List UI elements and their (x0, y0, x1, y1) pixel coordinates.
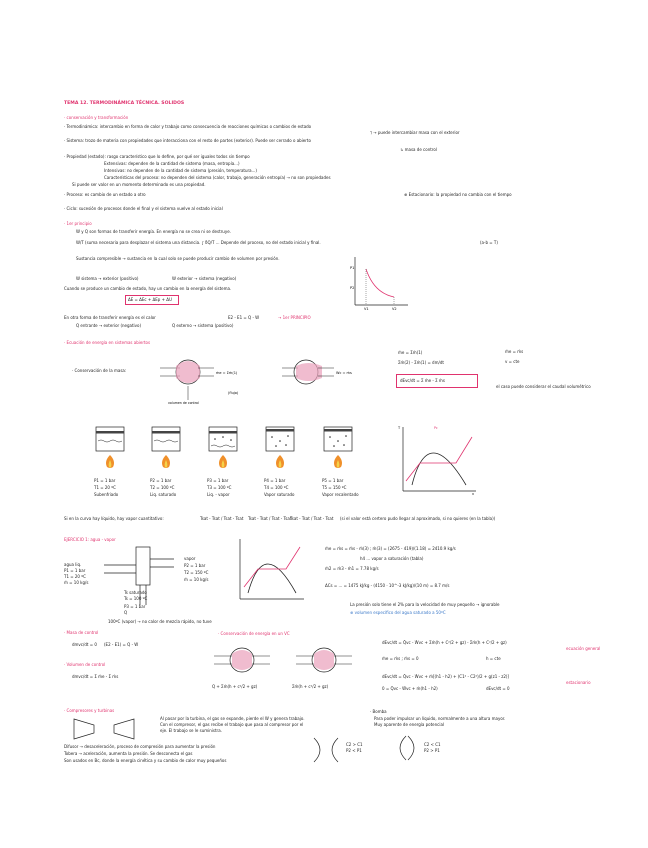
exercise-label: T1 = 20 ºC (64, 574, 86, 579)
intro-line: · Termodinámica: intercambio en forma de calor y trabajo como consecuencia de reacciones químicas o cambios de estado (64, 124, 312, 129)
quality-formula: Tsat - Tsat / Tsat - Tsat (248, 516, 292, 521)
exercise-label: Ts saturado (124, 590, 147, 595)
devices-line: Para poder impulsar un líquido, normalmente a una altura mayor. (374, 716, 506, 721)
piston-cylinder (205, 425, 241, 469)
pipe-label: (flujo) (228, 391, 239, 395)
piston-label: T4 = 100 ºC (264, 485, 289, 490)
piston-label: Vapor saturado (264, 492, 295, 497)
first-law-line: Cuando se produce un cambio de estado, hay un cambio en la energía del sistema. (64, 286, 232, 291)
piston-label: Subenfriado (94, 492, 119, 497)
open-right: v = cte (505, 359, 520, 364)
intro-line: · Ciclo: sucesión de procesos donde el final y el sistema vuelve al estado inicial (64, 206, 223, 211)
pv-label: V2 (392, 307, 397, 311)
piston-label: Vapor recalentado (322, 492, 359, 497)
piston-cylinder (262, 425, 298, 469)
diffuser-icon (392, 734, 422, 762)
piston-label: T3 = 100 ºC (207, 485, 232, 490)
intro-line: Características del proceso: no dependen del sistema (calor, trabajo, generación entropía) → no son propiedades (104, 175, 331, 180)
control-heading: · Volumen de control (64, 662, 106, 667)
control-note: ecuación general (566, 646, 601, 651)
tv-label: T (398, 426, 401, 430)
exercise-label: ṁ = 10 kg/s (184, 577, 209, 582)
piston-label: T2 = 100 ºC (150, 485, 175, 490)
devices-heading-2: · Bomba (370, 709, 387, 714)
devices-line: Al pasar por la turbina, el gas se expande, pierde el W y genera trabajo. (160, 716, 305, 721)
exercise-label: agua liq. (64, 562, 82, 567)
pipe-label: Wc = ṁs (336, 371, 352, 375)
intro-line: Extensivas: dependen de la cantidad de sistema (masa, entropía...) (104, 161, 240, 166)
exercise-calc: ṁ2 = ṁ3 - ṁ1 = 7.78 kg/s (325, 566, 379, 571)
first-law-line: E2 - E1 = Q - W (228, 315, 260, 320)
tv-label: v (472, 492, 475, 496)
exercise-calc: ΔCs = ... = 1475 kJ/kg - (4150 · 10^-3 kJ/kg)/(10 m) = 8.7 m/s (325, 583, 450, 588)
piston-label: Liq. - vapor (207, 492, 230, 497)
first-law-line: → 1er PRINCIPIO (278, 315, 311, 320)
devices-line: Difusor → desaceleración, proceso de compresión para aumentar la presión (64, 744, 216, 749)
nozzle-icon (312, 736, 342, 764)
exercise-calc: ⊕ volumen específico del agua saturado a 50ºC (350, 610, 446, 615)
pipe-label: volumen de control (168, 401, 199, 405)
piston-label: T5 = 150 ºC (322, 485, 347, 490)
open-energy: dEvc/dt = Σ ṁe - Σ ṁs (400, 378, 445, 383)
control-line: dmvc/dt = 0 (72, 642, 97, 647)
tv-label: Pc (434, 426, 438, 430)
devices-line: Con el compresor, el gas recibe el trabajo que pasa al compresor por el (160, 722, 304, 727)
pv-label: P1 (350, 266, 355, 270)
pipe-diagram-1 (150, 350, 240, 410)
pipe-label: ṁe = Σṁ(1) (216, 371, 238, 375)
control-note: estacionario (566, 680, 591, 685)
exercise-calc: h4 ... vapor a saturación (tabla) (360, 556, 424, 561)
exercise-label: vapor (184, 556, 196, 561)
control-eq: 0 = Q̇vc - Ẇvc + ṁ(h1 - h2) (382, 686, 438, 691)
intro-line: · Sistema: trozo de materia con propiedades que interacciona con el resto de partes (exterior). Puede ser cerrado o abierto (64, 138, 311, 143)
piston-label: P1 = 1 bar (94, 478, 116, 483)
first-law-line: W/T (suma necesaria para desplazar el sistema una distancia. ∫ δQ/T ... Depende del proceso, no del estado inicial y final. (76, 240, 321, 245)
control-heading: · Masa de control (64, 630, 99, 635)
pipe-diagram-2 (278, 350, 368, 400)
open-heading: · Ecuación de energía en sistemas abiertos (64, 340, 151, 345)
intro-note: ⁊ → puede intercambiar masa con el exterior (370, 130, 460, 135)
control-note: dEvc/dt = 0 (486, 686, 510, 691)
piston-label: P4 = 1 bar (264, 478, 286, 483)
devices-line: Tobera → aceleración, aumenta la presión. Se desconecta el gas (64, 751, 193, 756)
vc-eq: Q + Σṁ(h + c²/2 + gz) (212, 684, 258, 689)
control-eq: dEvc/dt = Q̇vc - Ẇvc + Σṁ(h + C²/2 + gz) - Σṁ(h + C²/2 + gz) (382, 640, 507, 645)
exercise-label: P3 = 1 bar (124, 604, 146, 609)
quality-note: (si el valor está certero pudo llegar al aproximado, si no quieres (en la tabla)) (340, 516, 496, 521)
turbine-compressor-icons (70, 715, 150, 743)
piston-label: Liq. saturado (150, 492, 177, 497)
devices-heading: · Compresores y turbinas (64, 708, 115, 713)
intro-heading: · conservación y transformación (64, 115, 129, 120)
first-law-note: (a-b = T) (480, 240, 498, 245)
piston-label: P2 = 1 bar (150, 478, 172, 483)
control-eq: ṁe = ṁs ; ṁs = 0 (382, 656, 419, 661)
first-law-line: Sustancia compresible → sustancia en la cual solo se puede producir cambio de volumen por presión. (76, 256, 280, 261)
piston-cylinder (148, 425, 184, 469)
open-right: ṁe = ṁs (505, 349, 524, 354)
control-eq: dEvc/dt = Q̇vc - Ẇvc + ṁ[(h1 - h2) + (C1² - C2²)/2 + g(z1 - z2)] (382, 674, 509, 679)
first-law-formula: ΔE = ΔEc + ΔEp + ΔU (128, 297, 172, 302)
open-flow: Σṁ(2) - Σṁ(1) = dm/dt (398, 360, 444, 365)
nozzle-note: P2 < P1 (346, 748, 362, 753)
exercise-calc: ṁe = ṁs = ṁs - ṁ(3) ; ṁ(3) = (2675 - 419)/(1.18) = 2410.9 kg/s (325, 546, 456, 551)
exercise-heading: EJERCICIO 1: agua - vapor (64, 537, 116, 542)
control-heading: · Conservación de energía en un VC (218, 631, 290, 636)
devices-line: Son usados en Bc, donde la energía cinética y su cambio de calor muy pequeños (64, 758, 227, 763)
first-law-line: W exterior → sistema (negativo) (172, 276, 237, 281)
nozzle-note: C2 > C1 (346, 742, 363, 747)
piston-cylinder (320, 425, 356, 469)
quality-line: Si en la curva hay líquido, hay vapor cuantitativo: (64, 516, 164, 521)
diffuser-note: P2 > P1 (424, 748, 440, 753)
open-right: el caso puede considerar el caudal volumétrico (496, 384, 591, 389)
first-law-line: Q externo → sistema (positivo) (172, 323, 234, 328)
intro-line: Si puede ser valor en un momento determinado es una propiedad. (72, 182, 206, 187)
intro-line: · Proceso: es cambio de un estado a otro (64, 192, 146, 197)
intro-line: · Propiedad (estado): rasgo característico que lo define, por qué ser iguales todos sin tiempo (64, 154, 250, 159)
intro-note: ↳ masa de control (400, 147, 437, 152)
piston-label: T1 = 20 ºC (94, 485, 116, 490)
diffuser-note: C2 < C1 (424, 742, 441, 747)
control-note: h = cte (486, 656, 501, 661)
exercise-tv-plot (236, 537, 306, 602)
control-line: dmvc/dt = Σ ṁe - Σ ṁs (72, 674, 119, 679)
control-line: (E2 - E1) = Q - W (104, 642, 139, 647)
first-law-line: W sistema → exterior (positivo) (76, 276, 139, 281)
intro-line: Intensivas: no dependen de la cantidad de sistema (presión, temperatura...) (104, 168, 257, 173)
pv-label: P2 (350, 286, 355, 290)
exercise-label: Q (124, 610, 128, 615)
pv-label: V1 (364, 307, 369, 311)
piston-cylinder (92, 425, 128, 469)
page-title: TEMA 12. TERMODINÁMICA TÉCNICA. SOLIDOS (64, 101, 185, 106)
first-law-line: Q entrante → exterior (negativo) (76, 323, 142, 328)
piston-label: P3 = 1 bar (207, 478, 229, 483)
first-law-line: W y Q son formas de transferir energía. En energía no se crea ni se destruye. (76, 229, 231, 234)
exercise-label: P2 = 1 bar (184, 563, 206, 568)
exercise-label: ṁ = 10 kg/s (64, 580, 89, 585)
open-flow: ṁe = Σṁ(1) (398, 350, 423, 355)
quality-formula: Tsat - Tsat / Tsat - Tsat (290, 516, 334, 521)
exercise-label: P1 = 1 bar (64, 568, 86, 573)
piston-label: P5 = 1 bar (322, 478, 344, 483)
quality-formula: Tsat - Tsat / Tsat - Tsat (200, 516, 244, 521)
first-law-line: En otra forma de transferir energía es el calor (64, 315, 156, 320)
pv-plot (350, 255, 410, 310)
first-law-heading: · 1er principio (64, 221, 92, 226)
exercise-note: 100ºC (vapor) → no calor de mezcla rápido, no tuve (108, 619, 212, 624)
intro-note: ⊕ Estacionario: la propiedad no cambia con el tiempo (404, 192, 512, 197)
open-cons: · Conservación de la masa: (72, 368, 127, 373)
exercise-label: Ts = 100 ºC (124, 596, 148, 601)
devices-line: Muy aparente de energía potencial (374, 722, 445, 727)
vc-eq: Σṁ(h + c²/2 + gz) (292, 684, 329, 689)
tv-plot (398, 425, 478, 495)
exercise-label: T2 = 150 ºC (184, 570, 209, 575)
exercise-calc: La presión solo tiene el 2% para la velocidad de muy pequeño → ignorable (350, 602, 500, 607)
devices-line: eje. El trabajo se le suministra. (160, 728, 222, 733)
